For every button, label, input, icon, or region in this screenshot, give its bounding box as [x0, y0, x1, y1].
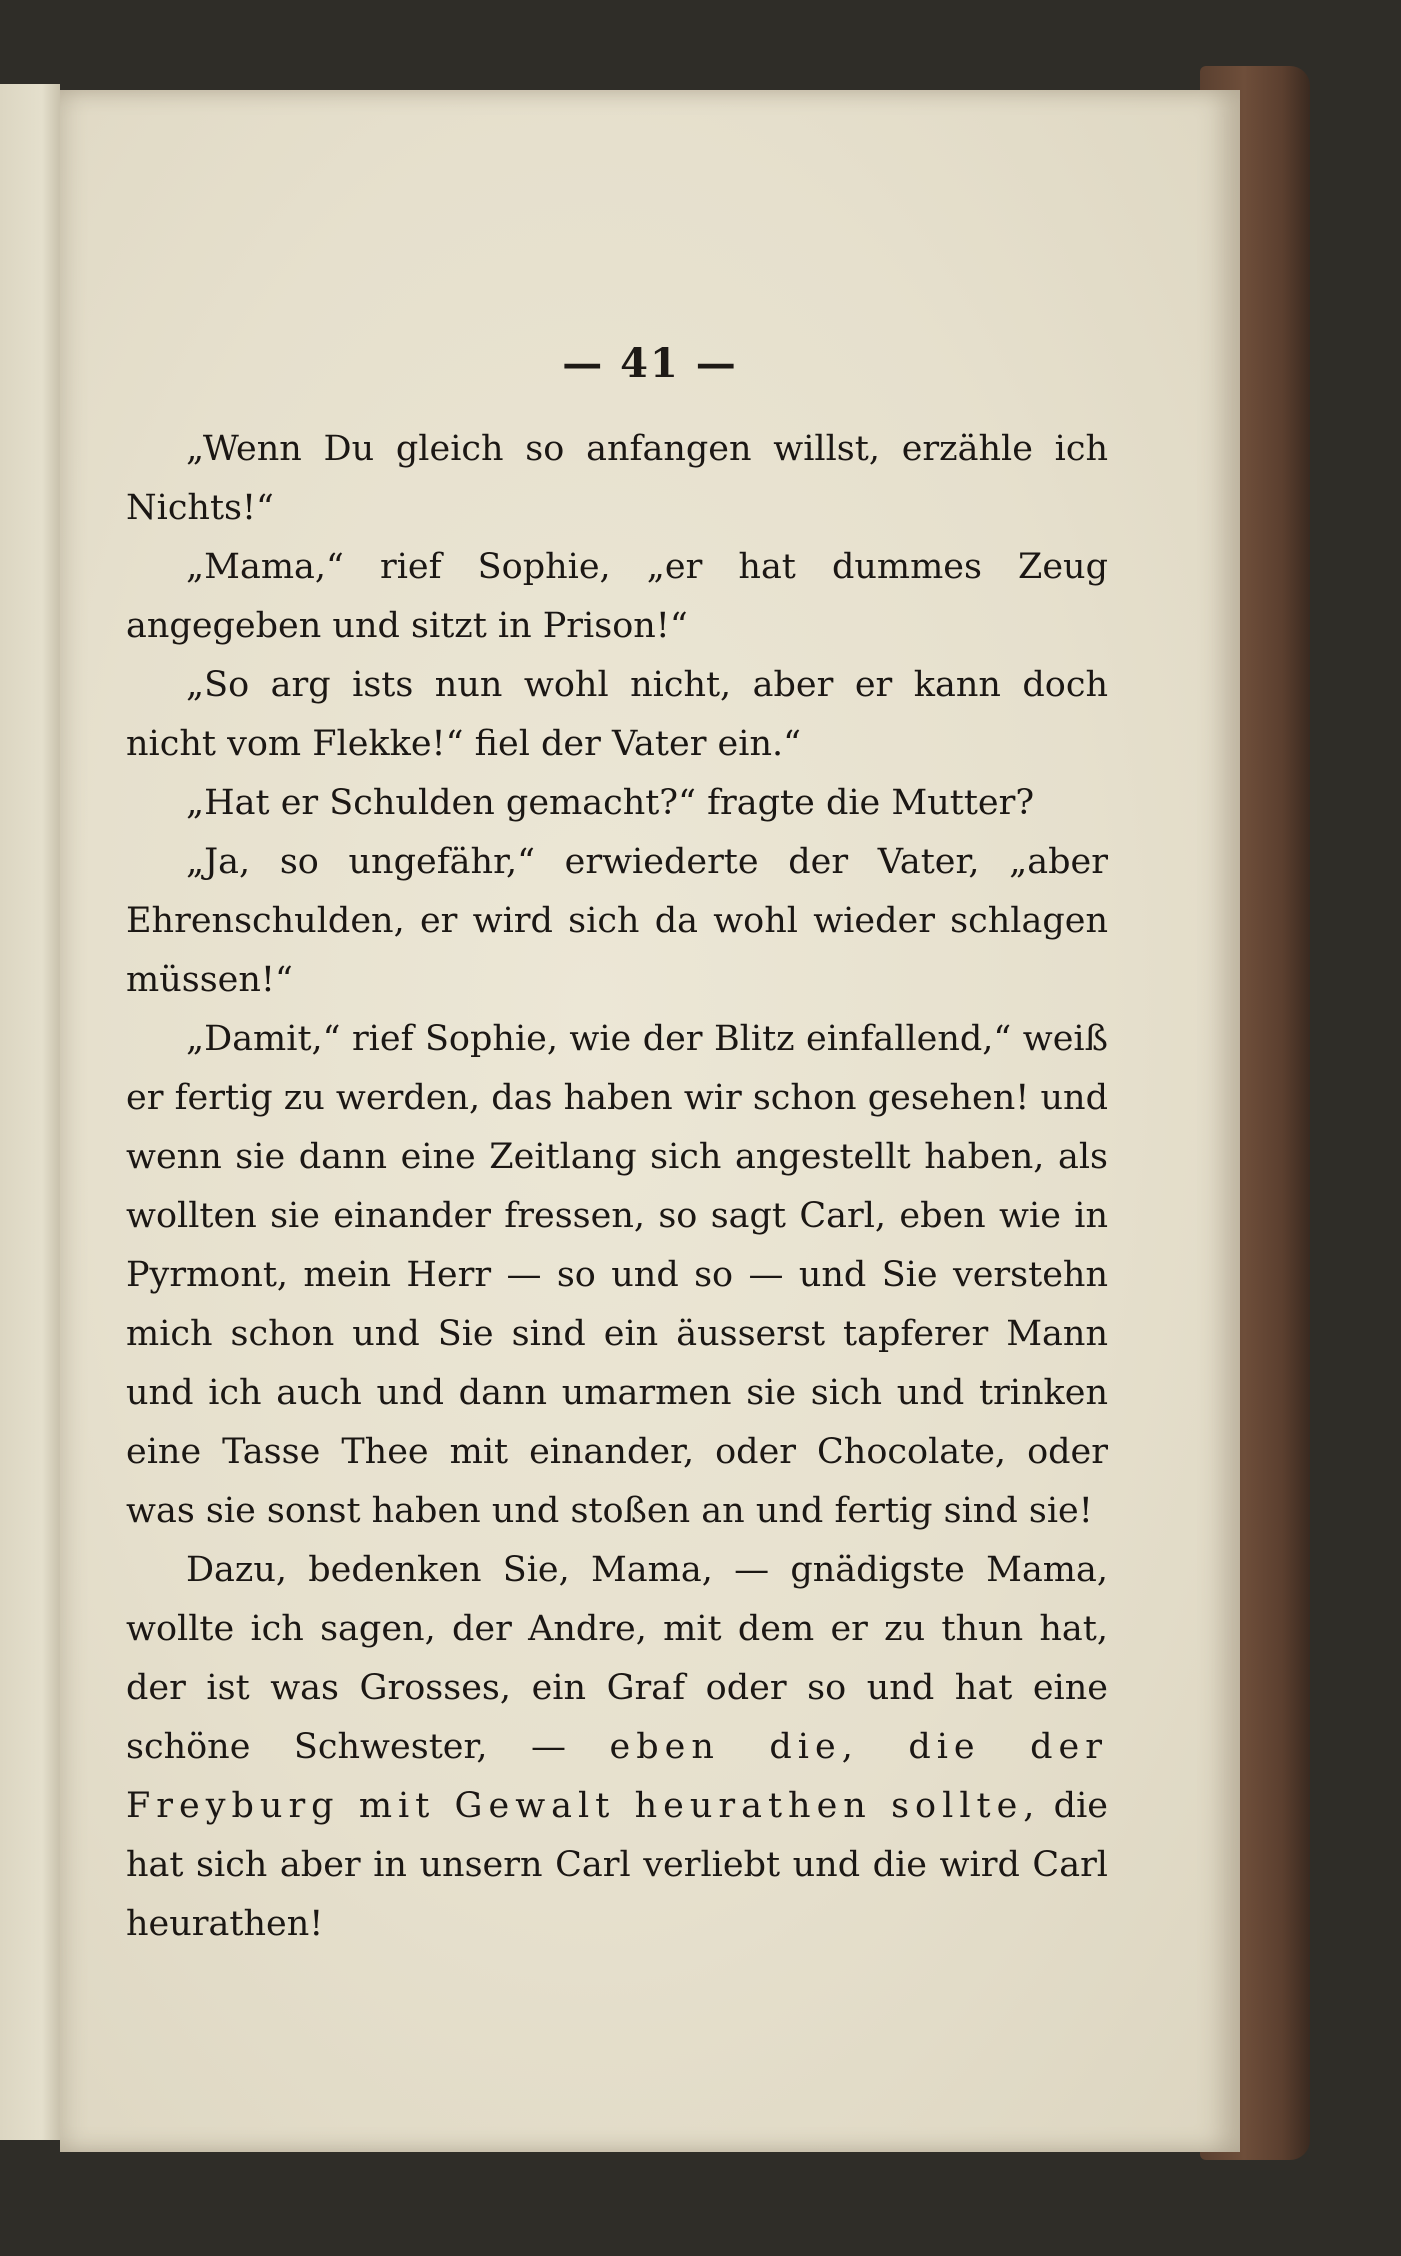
spaced-text-run: eben die, die der Freyburg mit Gewalt heurathen sollte, [126, 1727, 1108, 1826]
paragraph: „Hat er Schulden gemacht?“ fragte die Mutter? [186, 783, 1035, 823]
paragraph: „Wenn Du gleich so anfangen willst, erzähle ich Nichts!“ [126, 429, 1108, 528]
page-text [126, 420, 1108, 1954]
paragraph: „Damit,“ rief Sophie, wie der Blitz einfallend,“ weiß er fertig zu werden, das haben wir schon gesehen! und wenn sie dann eine Zeitlang sich angestellt haben, als wollten sie einander fressen, so sagt Carl, eben wie in Pyrmont, mein Herr — so und so — und Sie verstehn mich schon und Sie sind ein äusserst tapferer Mann und ich auch und dann umarmen sie sich und trinken eine Tasse Thee mit einander, oder Chocolate, oder was sie sonst haben und stoßen an und fertig sind sie! [126, 1019, 1108, 1531]
paragraph-last [126, 1541, 1108, 1954]
page-number: — 41 — [562, 340, 738, 387]
book-page [60, 90, 1240, 2152]
paragraph: „Mama,“ rief Sophie, „er hat dummes Zeug angegeben und sitzt in Prison!“ [126, 547, 1108, 646]
text-run: Dazu, bedenken Sie, Mama, — gnädigste Mama, wollte ich sagen, der Andre, mit dem er zu thun hat, der ist was Grosses, ein Graf oder so und hat eine schöne Schwester, — [126, 1550, 1108, 1767]
paragraph: „So arg ists nun wohl nicht, aber er kann doch nicht vom Flekke!“ fiel der Vater ein.“ [126, 665, 1108, 764]
paragraph: „Ja, so ungefähr,“ erwiederte der Vater, „aber Ehrenschulden, er wird sich da wohl wieder schlagen müssen!“ [126, 842, 1108, 1000]
previous-page-edge [0, 84, 60, 2140]
text-run: die hat sich aber in unsern Carl verliebt und die wird Carl heurathen! [126, 1786, 1108, 1944]
